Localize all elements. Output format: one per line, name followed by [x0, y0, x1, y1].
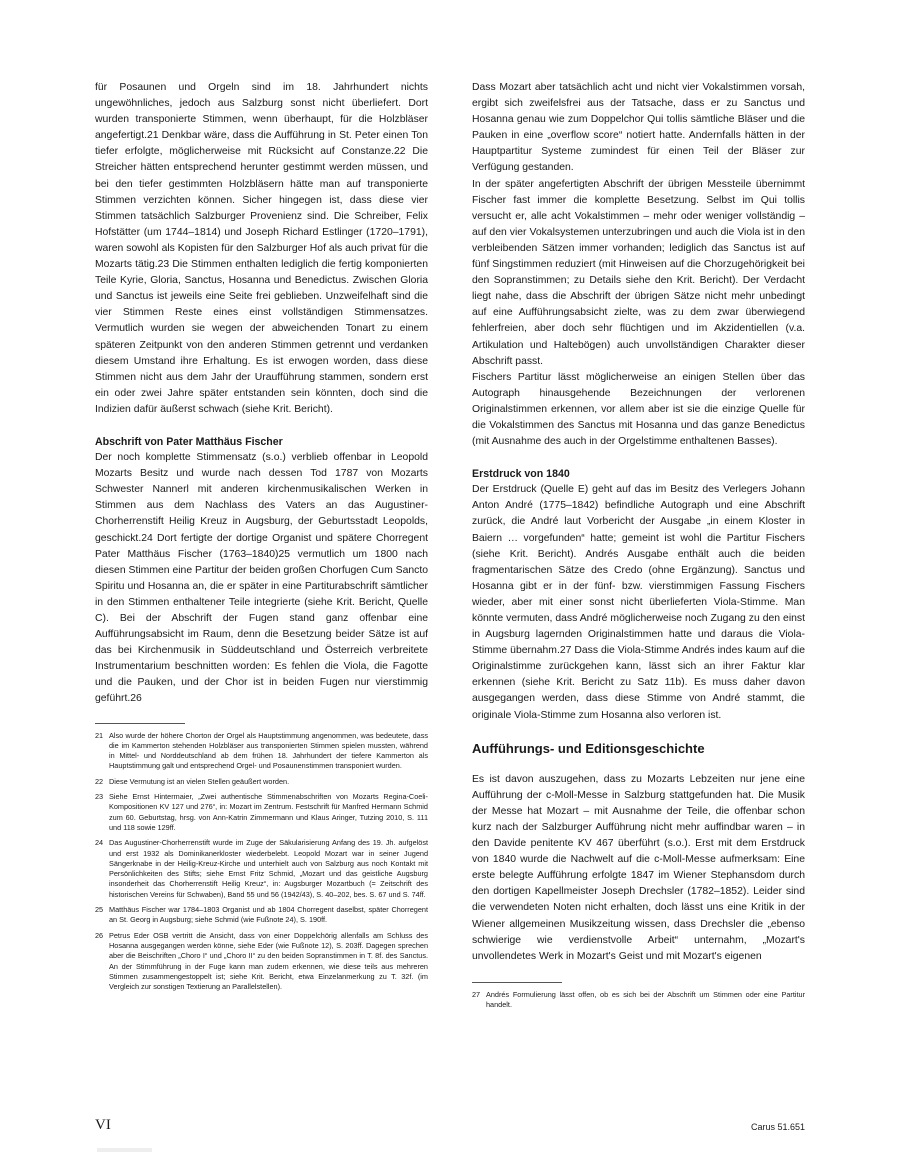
body-paragraph: In der später angefertigten Abschrift der übrigen Messteile übernimmt Fischer fast immer die komplette Besetzung. Selbst im Qui tollis versucht er, alle acht Vokalstimmen – mehr oder weniger vollständig – auf den vier Vokalsystemen unterzubringen und auch die Viola ist in den verbleibenden Sätzen immer vorhanden; lediglich das Sanctus ist auf fünf Singstimmen reduziert (mit Hinweisen auf die Chorzugehörigkeit bei den Sopranstimmen; zu Details siehe den Krit. Bericht). Der Verdacht liegt nahe, dass die Abschrift der übrigen Sätze nicht mehr unbedingt auf eine Aufführungsabsicht zielte, was zu dem zwar überwiegend fehlerfreien, aber doch sehr flüchtigen und im Akzidentiellen (v.a. Artikulation und Haltebögen) auch unvollständigen Charakter dieser Abschrift passt.	[472, 178, 805, 367]
footnote: 22 Diese Vermutung ist an vielen Stellen geäußert worden.	[95, 776, 290, 786]
body-paragraph: Der Erstdruck (Quelle E) geht auf das im Besitz des Verlegers Johann Anton André (1775–1842) befindliche Autograph und eine Abschrift zurück, die André laut Vorbericht der Ausgabe „in einem Kloster in Baiern … vorgefunden“ hatte; gemeint ist wohl die Partitur Fischers (siehe Krit. Bericht). Andrés Ausgabe enthält auch die beiden fragmentarischen Sätze des Credo (ohne Ergänzung). Sanctus und Hosanna gibt er in der fünf- bzw. vierstimmigen Fassung Fischers wieder, aber mit einer sonst nicht überlieferten Viola-Stimme. Man könnte vermuten, dass André möglicherweise noch Zugang zu den einst in Augsburg lagernden Originalstimmen hatte und daraus die Viola-Stimme übernahm.27 Dass die Viola-Stimme Andrés indes kaum auf die Originalstimme zurückgehen kann, lässt sich an ihrer Faktur klar erkennen (siehe Krit. Bericht zu Satz 11b). Es muss daher davon ausgegangen werden, dass diese Stimme von André stammt, die originale Viola-Stimme zum Hosanna also verloren ist.	[472, 484, 805, 721]
footnote: 23 Siehe Ernst Hintermaier, „Zwei authentische Stimmenabschriften von Mozarts Regina-Coeli-Kompositionen KV 127 und 276“, in: Mozart im Zentrum. Festschrift für Manfred Hermann Schmid zum 60. Geburtstag, hrsg. von Ann-Katrin Zimmermann und Klaus Aringer, Tutzing 2010, S. 111 und 118 sowie 129ff.	[95, 792, 428, 832]
footer-ghost-mark	[97, 1148, 152, 1152]
right-column	[472, 80, 805, 1015]
body-paragraph: Der noch komplette Stimmensatz (s.o.) verblieb offenbar in Leopold Mozarts Besitz und wurde nach dessen Tod 1787 von Mozarts Schwester Nannerl mit anderen kirchenmusikalischen Werken in Stimmen aus dem Nachlass des Vaters an das Augustiner-Chorherrenstift Heilig Kreuz in Augsburg, der Geburtsstadt Leopolds, geschickt.24 Dort fertigte der dortige Organist und spätere Chorregent Pater Matthäus Fischer (1763–1840)25 vermutlich um 1800 nach diesen Stimmen eine Partitur der beiden großen Chorfugen Cum Sancto Spiritu und Hosanna an, die er später in eine Partiturabschrift sämtlicher in den Stimmen enthaltener Teile integrierte (siehe Krit. Bericht, Quelle C). Bei der Abschrift der Fugen stand ganz offenbar eine Aufführungsabsicht im Raum, denn die Besetzung beider Sätze ist auf das bei Kirchenmusik in Süddeutschland und Österreich verbreitete Instrumentarium beschnitten worden: Es fehlen die Viola, die Fagotte und die Pauken, und der Chor ist in beiden Fugen nur vierstimmig geführt.26	[95, 452, 428, 705]
body-paragraph: Dass Mozart aber tatsächlich acht und nicht vier Vokalstimmen vorsah, ergibt sich zweifelsfrei aus der Tatsache, dass er zu Sanctus und Hosanna genau wie zum Doppelchor Qui tollis sämtliche Bläser und die Pauken in eine „overflow score“ notiert hatte. Andernfalls hätten in der Hauptpartitur Systeme zumindest für einen Teil der Bläser zur Verfügung gestanden.	[472, 82, 805, 174]
catalog-number: Carus 51.651	[750, 1122, 805, 1132]
footnote: 25 Matthäus Fischer war 1784–1803 Organist und ab 1804 Chorregent daselbst, später Chorregent an St. Georg in Augsburg; siehe Schmid (wie Fußnote 24), S. 190ff.	[95, 905, 428, 925]
subheading-fischer: Abschrift von Pater Matthäus Fischer	[95, 435, 283, 448]
footnotes-left	[95, 731, 428, 993]
subheading-erstdruck: Erstdruck von 1840	[472, 468, 570, 481]
footnote: 27 Andrés Formulierung lässt offen, ob es sich bei der Abschrift um Stimmen oder eine Partitur handelt.	[472, 989, 805, 1010]
footnote: 24 Das Augustiner-Chorherrenstift wurde im Zuge der Säkularisierung Anfang des 19. Jh. aufgelöst und erst 1932 als Dominikanerkloster wiederbelebt. Leopold Mozart war in seiner Jugend Sängerknabe in der Heilig-Kreuz-Kirche und unterhielt auch von Salzburg aus noch Kontakt mit Persönlichkeiten des Stifts; siehe Ernst Fritz Schmid, „Mozart und das geistliche Augsburg insonderheit das Chorherrenstift Heilig Kreuz“, in: Augsburger Mozartbuch (= Zeitschrift des historischen Vereins für Schwaben), Band 55 und 56 (1942/43), S. 40–202, bes. S. 67 und S. 74ff.	[95, 838, 428, 899]
section-heading: Aufführungs- und Editionsgeschichte	[472, 740, 705, 756]
body-paragraph: Fischers Partitur lässt möglicherweise an einigen Stellen über das Autograph hinausgehende Bezeichnungen der verlorenen Originalstimmen erkennen, vor allem aber ist sie die einzige Quelle für die Vokalstimmen des Sanctus mit Hosanna und das ganze Benedictus (mit Ausnahme des auch in der Orgelstimme enthaltenen Basses).	[472, 371, 805, 448]
left-column	[95, 80, 428, 997]
footnote: 21 Also wurde der höhere Chorton der Orgel als Hauptstimmung angenommen, was bedeutete, dass die im Kammerton stehenden Holzbläser aus transponierten Stimmen spielen mussten, während in Mittel- und Norddeutschland ab dem frühen 18. Jahrhundert der tiefere Kammerton als Hauptstimmung galt und entsprechend Orgel- und Posaunenstimmen transponiert wurden.	[95, 730, 428, 771]
body-paragraph: für Posaunen und Orgeln sind im 18. Jahrhundert nichts ungewöhnliches, jedoch aus Salzburg sonst nicht überliefert. Dort wurden transponierte Stimmen, wenn überhaupt, für die Holzbläser angefertigt.21 Denkbar wäre, dass die Aufführung in St. Peter einen Ton tiefer erfolgte, möglicherweise mit Rücksicht auf Constanze.22 Die Streicher hätten entsprechend herunter gestimmt werden müssen, und bei den tiefer gestimmten Holzbläsern hätte man auf transponierte Stimmen verzichten können. Sicher hingegen ist, dass diese vier Stimmen tatsächlich Salzburger Provenienz sind. Die Schreiber, Felix Hofstätter (um 1744–1814) und Joseph Richard Estlinger (1720–1791), waren sowohl als Kopisten für den Salzburger Hof als auch privat für die Mozarts tätig.23 Die Stimmen enthalten lediglich die fertig komponierten Teile Kyrie, Gloria, Sanctus, Hosanna und Benedictus. Zwischen Gloria und Sanctus ist jeweils eine Seite frei geblieben. Unzweifelhaft sind die vier Stimmen Reste eines einst vollständigen Stimmensatzes. Vermutlich wurden sie wegen der abweichenden Tonart zu einem späteren Zeitpunkt von den anderen Stimmen getrennt und verdanken diesem Umstand ihre Erhaltung. Es ist erwogen worden, dass diese Stimmen nicht aus dem Jahr der Uraufführung stammen, sondern erst ein oder zwei Jahre später entstanden sein könnten, doch sind die Indizien dafür äußerst schwach (siehe Krit. Bericht).	[95, 82, 428, 415]
page-number: VI	[95, 1117, 111, 1133]
body-paragraph: Es ist davon auszugehen, dass zu Mozarts Lebzeiten nur jene eine Aufführung der c-Moll-Messe in Salzburg stattgefunden hat. Die Musik der Messe hat Mozart – mit Ausnahme der Teile, die offenbar schon kurz nach der Salzburger Aufführung nicht mehr auffindbar waren – in den Davide penitente KV 467 überführt (s.o.). Erst mit dem Erstdruck von 1840 wurde die Nachwelt auf die c-Moll-Messe aufmerksam: Eine erste belegte Aufführung erfolgte 1847 im Wiener Stephansdom durch den dortigen Kapellmeister Joseph Drechsler (1782–1852). Leider sind die verwendeten Noten nicht erhalten, doch lässt uns eine Kritik in der Wiener allgemeinen Musikzeitung wissen, dass Drechsler die „ebenso schwierige wie verdienstvolle Arbeit“ unternahm, „Mozart's unvollendetes Werk in Mozart's Geist und mit Mozart's eigenen	[472, 773, 805, 962]
footnote: 26 Petrus Eder OSB vertritt die Ansicht, dass von einer Doppelchörig allenfalls am Schluss des Hosanna ausgegangen werden könne, siehe Eder (wie Fußnote 12), S. 203ff. Dagegen sprechen aber die Beischriften „Choro I“ und „Choro II“ zu den beiden Sopranstimmen in T. 8f. des Sanctus. An der Stimmführung in der Fuge kann man zudem erkennen, wie diese teils aus mehreren Stimmen zusammengestoppelt ist; siehe Krit. Bericht, etwa Einzelanmerkung zu T. 32f. (im Vergleich zur sonstigen Textierung an Parallelstellen).	[95, 930, 428, 992]
